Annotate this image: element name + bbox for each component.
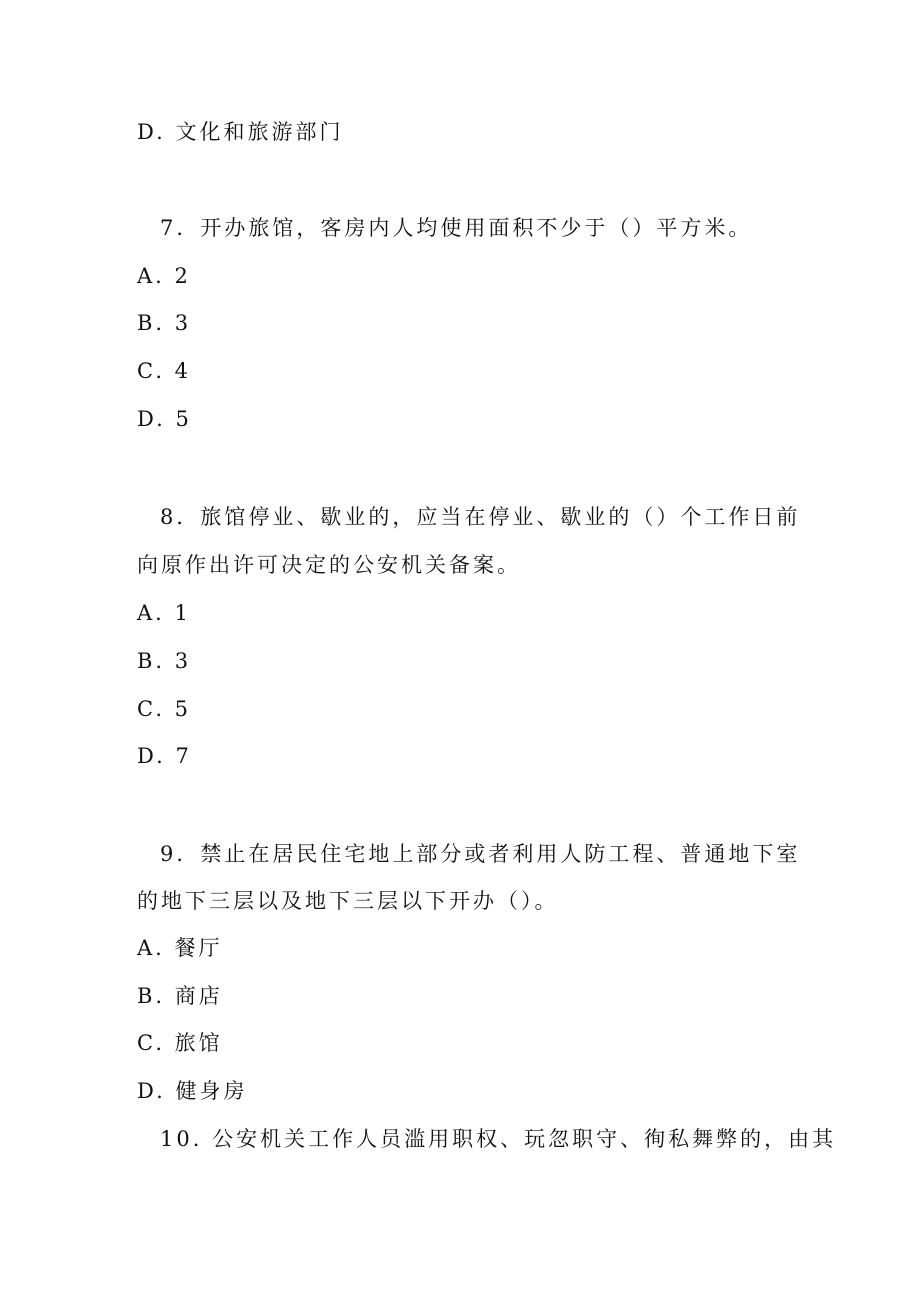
q9-option-a: A. 餐厅: [137, 936, 223, 960]
q7-option-c: C. 4: [137, 359, 192, 383]
q8-option-b: B. 3: [137, 649, 192, 673]
q9-stem-line1: 9．禁止在居民住宅地上部分或者利用人防工程、普通地下室: [160, 842, 801, 866]
q7-option-d: D. 5: [137, 407, 192, 431]
q9-option-c: C. 旅馆: [137, 1031, 223, 1055]
q8-option-c: C. 5: [137, 697, 192, 721]
q7-option-a: A. 2: [137, 264, 191, 288]
q8-stem-line1: 8．旅馆停业、歇业的，应当在停业、歇业的（）个工作日前: [160, 505, 801, 529]
q9-option-d: D. 健身房: [137, 1079, 248, 1103]
q8-stem-line2: 向原作出许可决定的公安机关备案。: [137, 553, 521, 577]
q7-stem: 7．开办旅馆，客房内人均使用面积不少于（）平方米。: [160, 216, 753, 240]
q6-option-d: D. 文化和旅游部门: [137, 120, 344, 144]
q8-option-a: A. 1: [137, 601, 191, 625]
q10-stem-line1: 10. 公安机关工作人员滥用职权、玩忽职守、徇私舞弊的，由其: [160, 1127, 837, 1151]
q7-option-b: B. 3: [137, 311, 192, 335]
q9-stem-line2: 的地下三层以及地下三层以下开办（）。: [137, 889, 559, 913]
q8-option-d: D. 7: [137, 744, 192, 768]
q9-option-b: B. 商店: [137, 984, 223, 1008]
